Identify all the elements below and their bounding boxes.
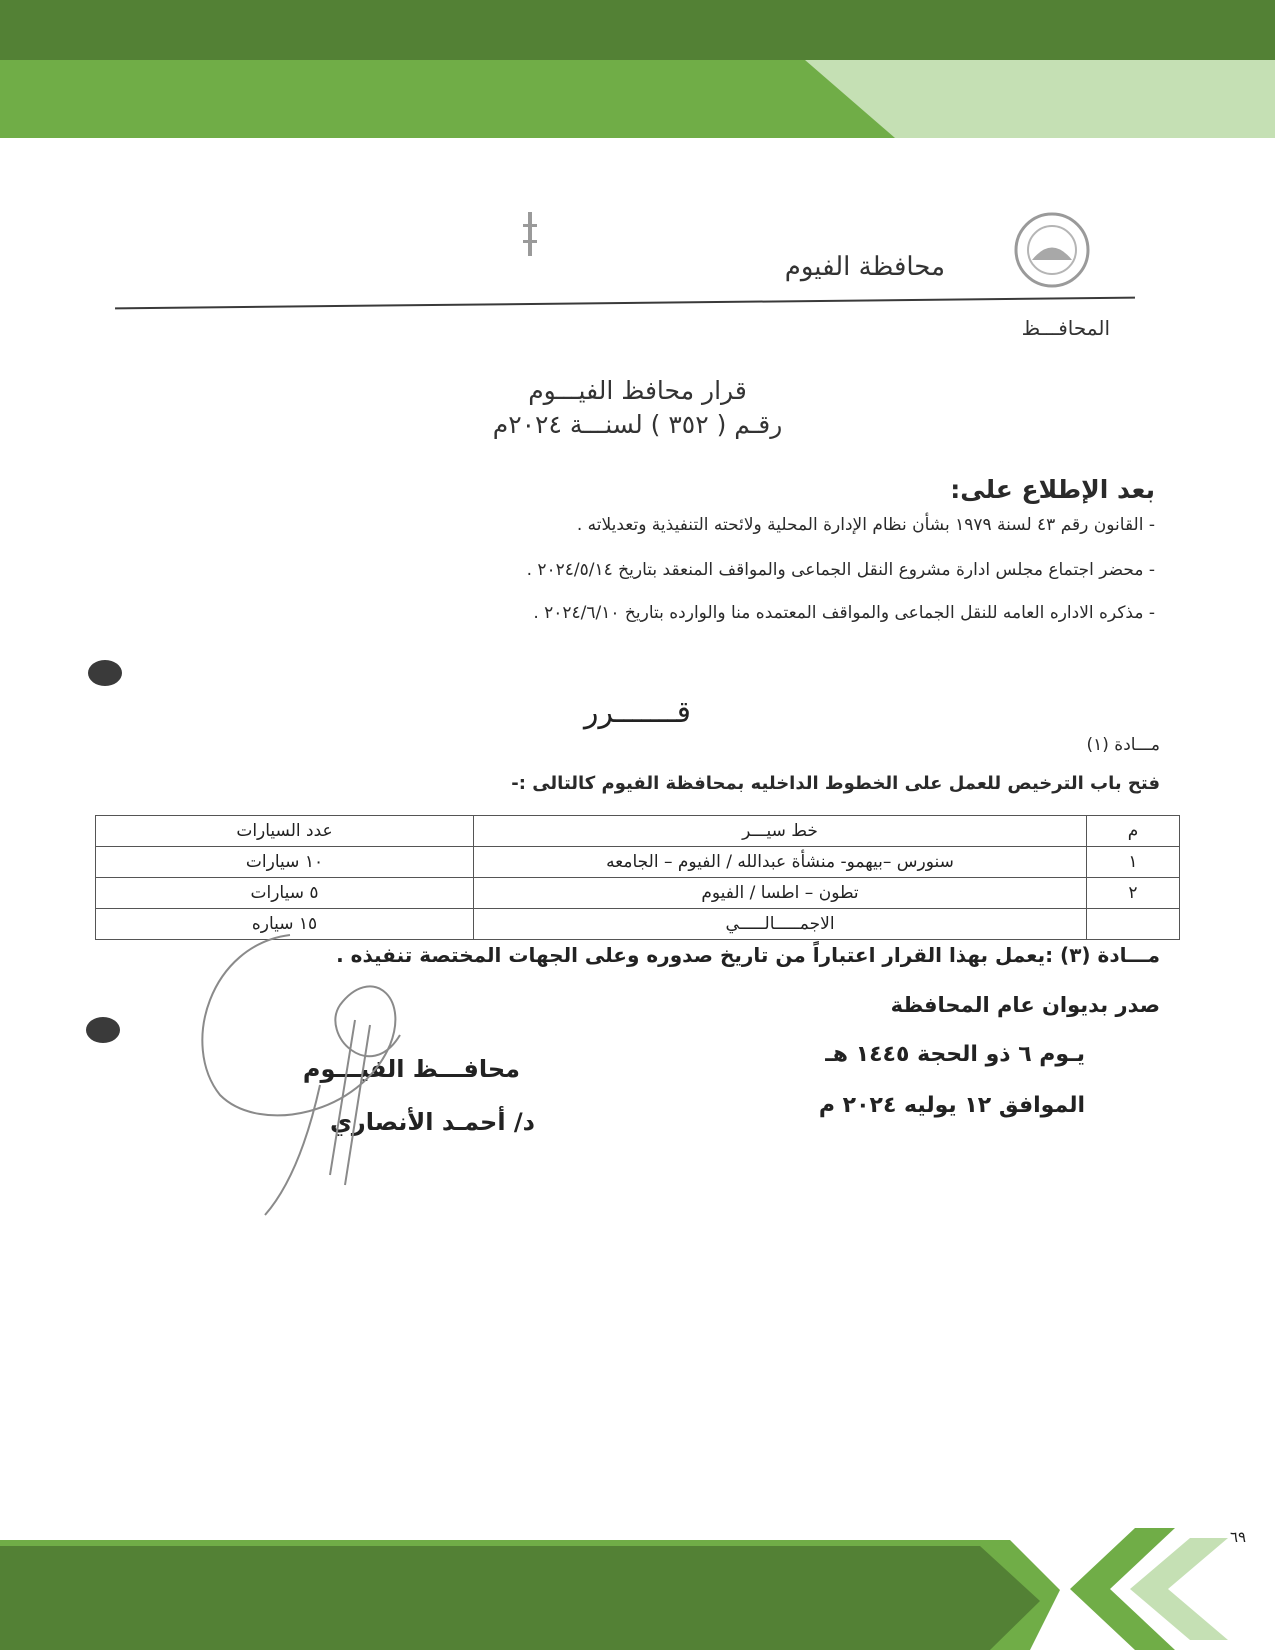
- governorate-seal-icon: [1010, 205, 1095, 295]
- row-num: ٢: [1087, 878, 1180, 909]
- header-band-dark: [0, 0, 1275, 60]
- signatory-name: د/ أحمـد الأنصاري: [329, 1108, 535, 1136]
- decision-number: رقـم ( ٣٥٢ ) لسنـــة ٢٠٢٤م: [492, 410, 783, 439]
- gregorian-date: الموافق ١٢ يوليه ٢٠٢٤ م: [818, 1093, 1085, 1118]
- punch-hole: [86, 1017, 120, 1043]
- decision-title: قرار محافظ الفيـــوم: [528, 376, 747, 405]
- row-cars: ١٠ سيارات: [96, 847, 474, 878]
- governor-office-label: المحافـــظ: [1021, 316, 1110, 340]
- header-num: م: [1087, 816, 1180, 847]
- footer-band-dark: [0, 1546, 1040, 1650]
- row-num: ١: [1087, 847, 1180, 878]
- preamble-item: - القانون رقم ٤٣ لسنة ١٩٧٩ بشأن نظام الإدارة المحلية ولائحته التنفيذية وتعديلاته .: [576, 515, 1155, 535]
- row-cars: ٥ سيارات: [96, 878, 474, 909]
- hijri-date: يـوم ٦ ذو الحجة ١٤٤٥ هـ: [825, 1042, 1085, 1067]
- preamble-item: - مذكره الاداره العامه للنقل الجماعى والمواقف المعتمده منا والوارده بتاريخ ٢٠٢٤/٦/١٠ .: [533, 603, 1155, 623]
- row-route: تطون – اطسا / الفيوم: [474, 878, 1087, 909]
- handwritten-signature: [170, 925, 470, 1225]
- table-row: [96, 878, 1180, 909]
- issued-statement: صدر بديوان عام المحافظة: [890, 993, 1160, 1017]
- article-1-label: مـــادة (١): [1086, 735, 1160, 755]
- table-row: [96, 847, 1180, 878]
- row-route: سنورس –بيهمو- منشأة عبدالله / الفيوم – الجامعه: [474, 847, 1087, 878]
- total-label: الاجمـــــالـــــي: [474, 909, 1087, 940]
- signatory-title: محافـــظ الفيـــوم: [302, 1055, 520, 1083]
- footer-chevrons-icon: [1030, 1528, 1230, 1650]
- governorate-name: محافظة الفيوم: [784, 252, 945, 282]
- routes-table: [95, 815, 1180, 940]
- article-1-text: فتح باب الترخيص للعمل على الخطوط الداخليه بمحافظة الفيوم كالتالى :-: [511, 773, 1160, 794]
- punch-hole: [88, 660, 122, 686]
- total-value: ١٥ سياره: [96, 909, 474, 940]
- emblem-mark-icon: [520, 210, 540, 260]
- letterhead-divider: [115, 297, 1135, 310]
- preamble-title: بعد الإطلاع على:: [950, 475, 1155, 504]
- resolved-heading: قـــــــرر: [584, 695, 691, 730]
- table-header-row: [96, 816, 1180, 847]
- preamble-item: - محضر اجتماع مجلس ادارة مشروع النقل الجماعى والمواقف المنعقد بتاريخ ٢٠٢٤/٥/١٤ .: [526, 560, 1155, 580]
- header-route: خط سيـــر: [474, 816, 1087, 847]
- article-3-text: مـــادة (٣) :يعمل بهذا القرار اعتباراً من تاريخ صدوره وعلى الجهات المختصة تنفيذه .: [336, 943, 1160, 967]
- header-cars: عدد السيارات: [96, 816, 474, 847]
- page-number: ٦٩: [1230, 1528, 1247, 1546]
